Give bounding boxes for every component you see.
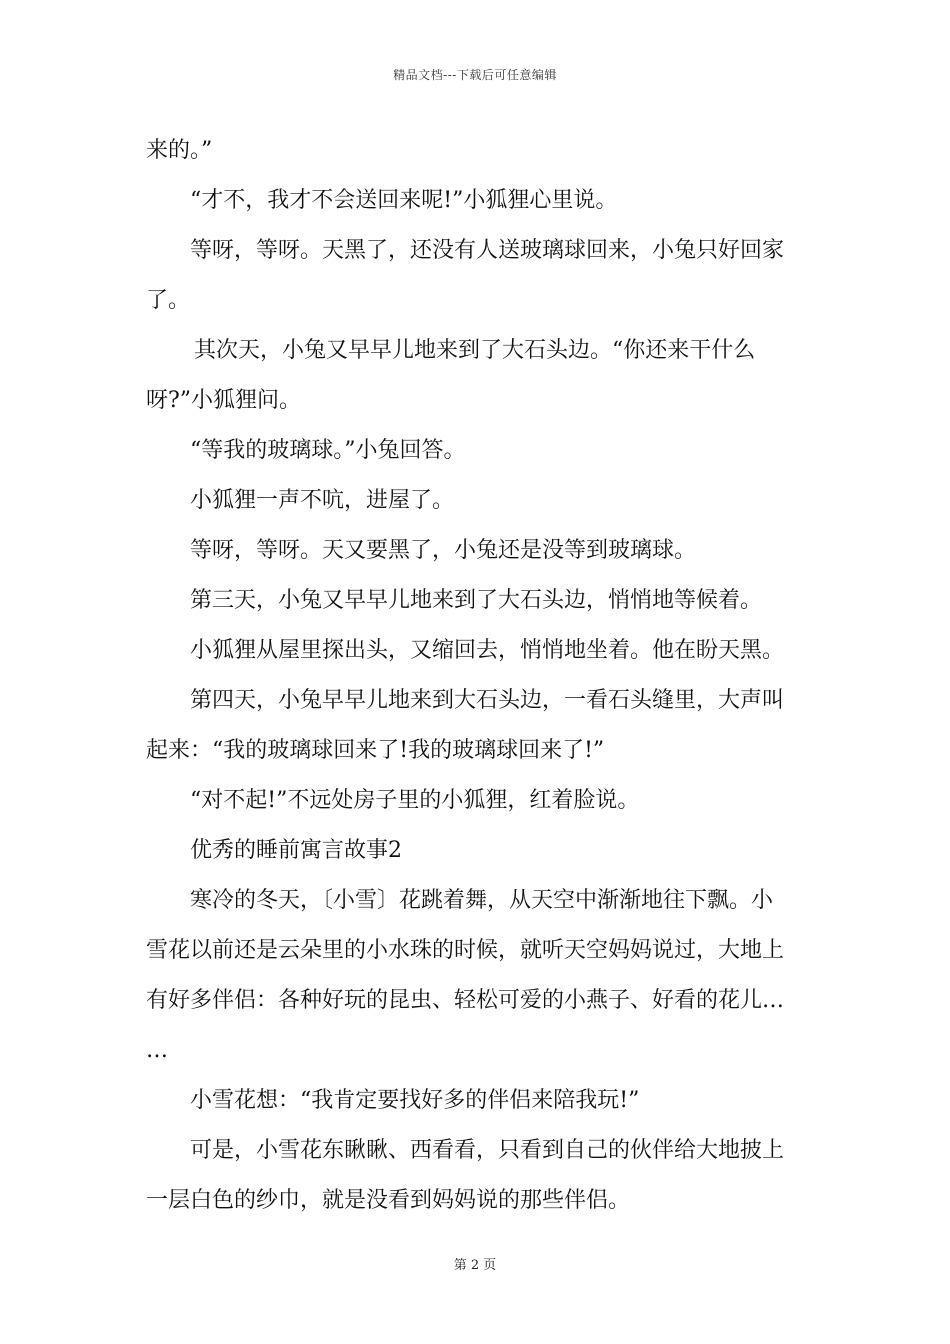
text-line: 第三天，小兔又早早儿地来到了大石头边，悄悄地等候着。 — [190, 588, 763, 613]
document-body — [146, 126, 810, 1226]
text-line: “等我的玻璃球。”小兔回答。 — [190, 438, 466, 463]
text-line: 了。 — [146, 288, 191, 313]
text-line: 优秀的睡前寓言故事2 — [190, 838, 402, 863]
text-line: 寒冷的冬天，〔小雪〕花跳着舞，从天空中渐渐地往下飘。小 — [190, 888, 774, 913]
text-line: … — [146, 1038, 168, 1063]
text-line: 一层白色的纱巾，就是没看到妈妈说的那些伴侣。 — [146, 1188, 631, 1213]
text-line: 可是，小雪花东瞅瞅、西看看，只看到自己的伙伴给大地披上 — [190, 1138, 785, 1163]
text-line: 等呀，等呀。天又要黑了，小兔还是没等到玻璃球。 — [190, 538, 697, 563]
text-line: 第四天，小兔早早儿地来到大石头边，一看石头缝里，大声叫 — [190, 688, 785, 713]
text-line: “对不起!”不远处房子里的小狐狸，红着脸说。 — [190, 788, 640, 813]
text-line: 小雪花想：“我肯定要找好多的伴侣来陪我玩!” — [190, 1088, 640, 1113]
text-line: 其次天，小兔又早早儿地来到了大石头边。“你还来干什么 — [194, 338, 756, 363]
page-number: 第 2 页 — [453, 1258, 497, 1273]
text-line: 小狐狸从屋里探出头，又缩回去，悄悄地坐着。他在盼天黑。 — [190, 638, 785, 663]
text-line: 等呀，等呀。天黑了，还没有人送玻璃球回来，小兔只好回家 — [190, 238, 785, 263]
text-line: 起来：“我的玻璃球回来了!我的玻璃球回来了!” — [146, 738, 605, 763]
text-line: 小狐狸一声不吭，进屋了。 — [190, 488, 455, 513]
text-line: 来的。” — [146, 138, 213, 163]
text-line: “才不，我才不会送回来呢!”小狐狸心里说。 — [190, 188, 618, 213]
text-line: 有好多伴侣：各种好玩的昆虫、轻松可爱的小燕子、好看的花儿… — [146, 988, 785, 1013]
text-line: 呀?”小狐狸问。 — [146, 388, 302, 413]
page-header: 精品文档---下载后可任意编辑 — [393, 68, 557, 82]
text-line: 雪花以前还是云朵里的小水珠的时候，就听天空妈妈说过，大地上 — [146, 938, 785, 963]
